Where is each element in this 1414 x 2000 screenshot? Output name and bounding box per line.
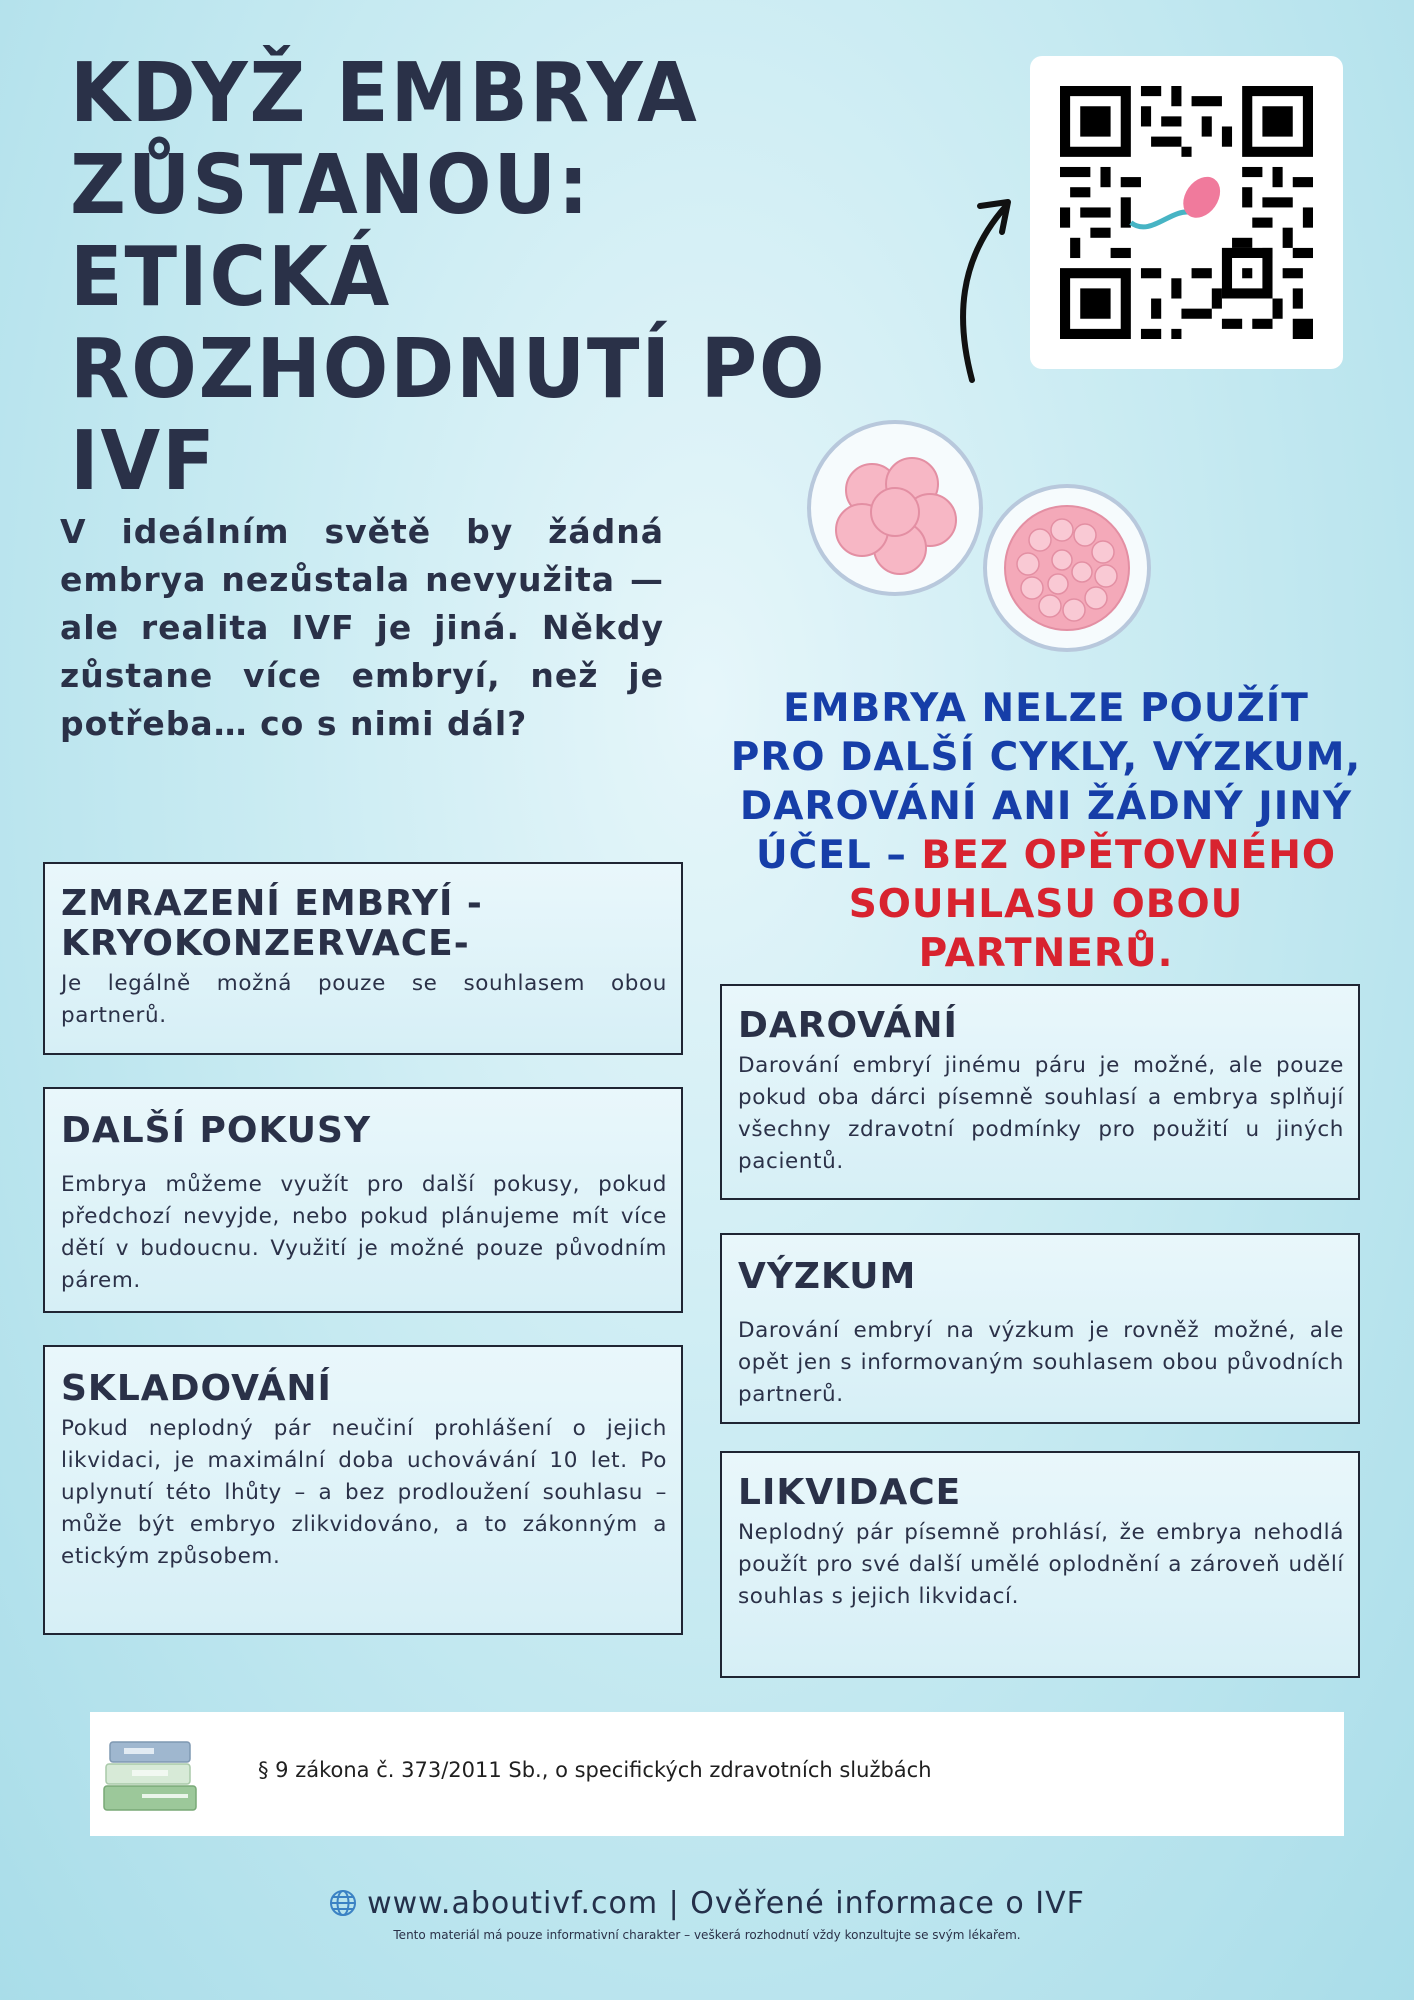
box-disposal xyxy=(720,1451,1360,1678)
page-title: KDYŽ EMBRYA ZŮSTANOU: ETICKÁ ROZHODNUTÍ PO IVF xyxy=(70,46,827,509)
law-reference-text: § 9 zákona č. 373/2011 Sb., o specifických zdravotních službách xyxy=(258,1758,932,1782)
globe-icon xyxy=(329,1889,357,1917)
qr-code-card[interactable] xyxy=(1030,56,1343,369)
books-icon xyxy=(102,1738,202,1816)
box-text: Je legálně možná pouze se souhlasem obou partnerů. xyxy=(61,971,667,1028)
box-cryopreservation xyxy=(43,862,683,1055)
footer-site xyxy=(0,1886,1414,1921)
consent-warning xyxy=(730,684,1362,978)
box-title: ZMRAZENÍ EMBRYÍ -KRYOKONZERVACE- xyxy=(61,883,483,964)
box-further-attempts xyxy=(43,1087,683,1313)
warning-blue-text: EMBRYA NELZE POUŽÍT PRO DALŠÍ CYKLY, VÝZKUM, DAROVÁNÍ ANI ŽÁDNÝ JINÝ ÚČEL – xyxy=(730,686,1362,878)
box-storage xyxy=(43,1345,683,1635)
box-text: Neplodný pár písemně prohlásí, že embrya nehodlá použít pro své další umělé oplodnění a zároveň udělí souhlas s jejich likvidací. xyxy=(738,1520,1344,1609)
box-title: SKLADOVÁNÍ xyxy=(61,1368,332,1409)
box-title: VÝZKUM xyxy=(738,1256,917,1297)
box-donation xyxy=(720,984,1360,1200)
footer-site-text[interactable]: www.aboutivf.com | Ověřené informace o IVF xyxy=(367,1886,1085,1921)
footer-disclaimer: Tento materiál má pouze informativní charakter – veškerá rozhodnutí vždy konzultujte se svým lékařem. xyxy=(393,1928,1021,1942)
intro-text: V ideálním světě by žádná embrya nezůstala nevyužita — ale realita IVF je jiná. Někdy zůstane více embryí, než je potřeba… co s nimi dál? xyxy=(60,512,664,743)
box-text: Embrya můžeme využít pro další pokusy, pokud předchozí nevyjde, nebo pokud plánujeme mít více dětí v budoucnu. Využití je možné pouze původním párem. xyxy=(61,1172,667,1293)
box-title: DAROVÁNÍ xyxy=(738,1005,958,1046)
warning-red-text: BEZ OPĚTOVNÉHO SOUHLASU OBOU PARTNERŮ. xyxy=(848,833,1336,976)
box-text: Darování embryí jinému páru je možné, ale pouze pokud oba dárci písemně souhlasí a embrya splňují všechny zdravotní podmínky pro použití u jiných pacientů. xyxy=(738,1053,1344,1174)
box-text: Pokud neplodný pár neučiní prohlášení o jejich likvidaci, je maximální doba uchovávání 10 let. Po uplynutí této lhůty – a bez prodloužení souhlasu – může být embryo zlikvidováno, a to zákonným a etickým způsobem. xyxy=(61,1416,667,1569)
box-research xyxy=(720,1233,1360,1424)
law-reference xyxy=(90,1712,1344,1836)
box-title: DALŠÍ POKUSY xyxy=(61,1110,372,1151)
curved-arrow-icon xyxy=(950,190,1020,390)
embryo-illustration-icon xyxy=(800,420,1160,660)
box-text: Darování embryí na výzkum je rovněž možné, ale opět jen s informovaným souhlasem obou původních partnerů. xyxy=(738,1318,1344,1407)
qr-code-icon xyxy=(1060,86,1313,339)
box-title: LIKVIDACE xyxy=(738,1472,962,1513)
